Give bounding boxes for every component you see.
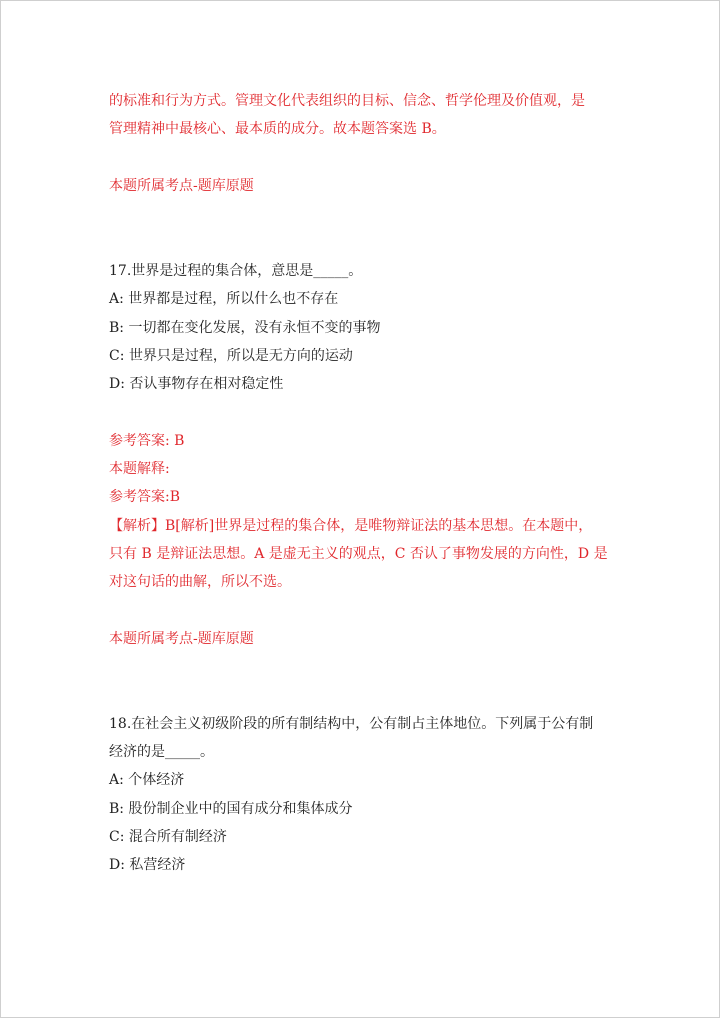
q18-option-a: A: 个体经济 xyxy=(109,772,185,788)
analysis-tag: 【解析】 xyxy=(109,518,165,534)
q17-source: 本题所属考点-题库原题 xyxy=(109,631,254,647)
intro-line-2: 管理精神中最核心、最本质的成分。故本题答案选 B。 xyxy=(109,121,446,137)
q18-option-d: D: 私营经济 xyxy=(109,857,186,873)
q17-answer: 参考答案: B xyxy=(109,433,185,449)
intro-line-1: 的标准和行为方式。管理文化代表组织的目标、信念、哲学伦理及价值观，是 xyxy=(109,93,585,109)
q17-option-c: C: 世界只是过程，所以是无方向的运动 xyxy=(109,348,353,364)
q17-explain-label: 本题解释: xyxy=(109,461,170,477)
q18-question-line-1: 18.在社会主义初级阶段的所有制结构中，公有制占主体地位。下列属于公有制 xyxy=(109,716,594,732)
q18-question-line-2: 经济的是_____。 xyxy=(109,744,214,760)
q18-option-c: C: 混合所有制经济 xyxy=(109,829,227,845)
q17-analysis-line-3: 对这句话的曲解，所以不选。 xyxy=(109,574,291,590)
q17-option-a: A: 世界都是过程，所以什么也不存在 xyxy=(109,291,339,307)
q17-option-d: D: 否认事物存在相对稳定性 xyxy=(109,376,284,392)
q17-option-b: B: 一切都在变化发展，没有永恒不变的事物 xyxy=(109,320,381,336)
q17-analysis-line-2: 只有 B 是辩证法思想。A 是虚无主义的观点，C 否认了事物发展的方向性，D 是 xyxy=(109,546,608,562)
intro-source: 本题所属考点-题库原题 xyxy=(109,178,254,194)
q17-analysis-line-1 xyxy=(109,516,592,536)
analysis-text: B[解析]世界是过程的集合体，是唯物辩证法的基本思想。在本题中， xyxy=(165,518,593,534)
q17-answer-2: 参考答案:B xyxy=(109,489,181,505)
q18-option-b: B: 股份制企业中的国有成分和集体成分 xyxy=(109,801,353,817)
q17-question: 17.世界是过程的集合体，意思是_____。 xyxy=(109,263,363,279)
